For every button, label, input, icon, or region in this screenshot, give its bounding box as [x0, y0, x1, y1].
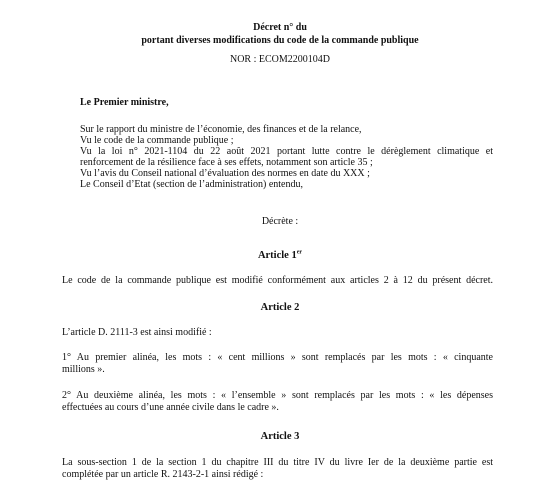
article-3-heading: Article 3 [260, 431, 300, 442]
article-2-item-1: 1° Au premier alinéa, les mots : « cent millions » sont remplacés par les mots : « cinquante [62, 352, 493, 363]
article-1-superscript: er [296, 249, 303, 256]
visa-line: Vu la loi n° 2021-1104 du 22 août 2021 portant lutte contre le dérèglement climatique et [80, 146, 493, 157]
nor-reference: NOR : ECOM2200104D [229, 54, 330, 65]
article-2-item-2: 2° Au deuxième alinéa, les mots : « l’ensemble » sont remplacés par les mots : « les dépenses [62, 390, 493, 401]
decree-subtitle: portant diverses modifications du code de la commande publique [141, 35, 419, 46]
visa-line: renforcement de la résilience face à ses effets, notamment son article 35 ; [80, 157, 373, 168]
decrete-heading: Décrète : [261, 216, 299, 227]
article-2-heading: Article 2 [260, 302, 300, 313]
article-3-line-1: La sous-section 1 de la section 1 du chapitre III du titre IV du livre Ier de la deuxième partie est [62, 457, 493, 468]
decret-number-line: Décret n° du [253, 22, 307, 33]
visa-line: Vu l’avis du Conseil national d’évaluation des normes en date du XXX ; [80, 168, 370, 179]
visa-line: Le Conseil d’Etat (section de l’administration) entendu, [80, 179, 303, 190]
visa-line: Sur le rapport du ministre de l’économie, des finances et de la relance, [80, 124, 362, 135]
author-line: Le Premier ministre, [80, 97, 169, 108]
article-3-line-2: complétée par un article R. 2143-2-1 ainsi rédigé : [62, 469, 264, 480]
article-1-title: Article 1 [257, 250, 297, 261]
visa-line: Vu le code de la commande publique ; [80, 135, 234, 146]
article-2-item-2-cont: effectuées au cours d’une année civile dans le cadre ». [62, 402, 279, 413]
article-2-item-1-cont: millions ». [62, 364, 105, 375]
article-1-heading [0, 250, 560, 261]
article-2-intro: L’article D. 2111-3 est ainsi modifié : [62, 327, 212, 338]
article-1-text: Le code de la commande publique est modifié conformément aux articles 2 à 12 du présent décret. [62, 275, 493, 286]
